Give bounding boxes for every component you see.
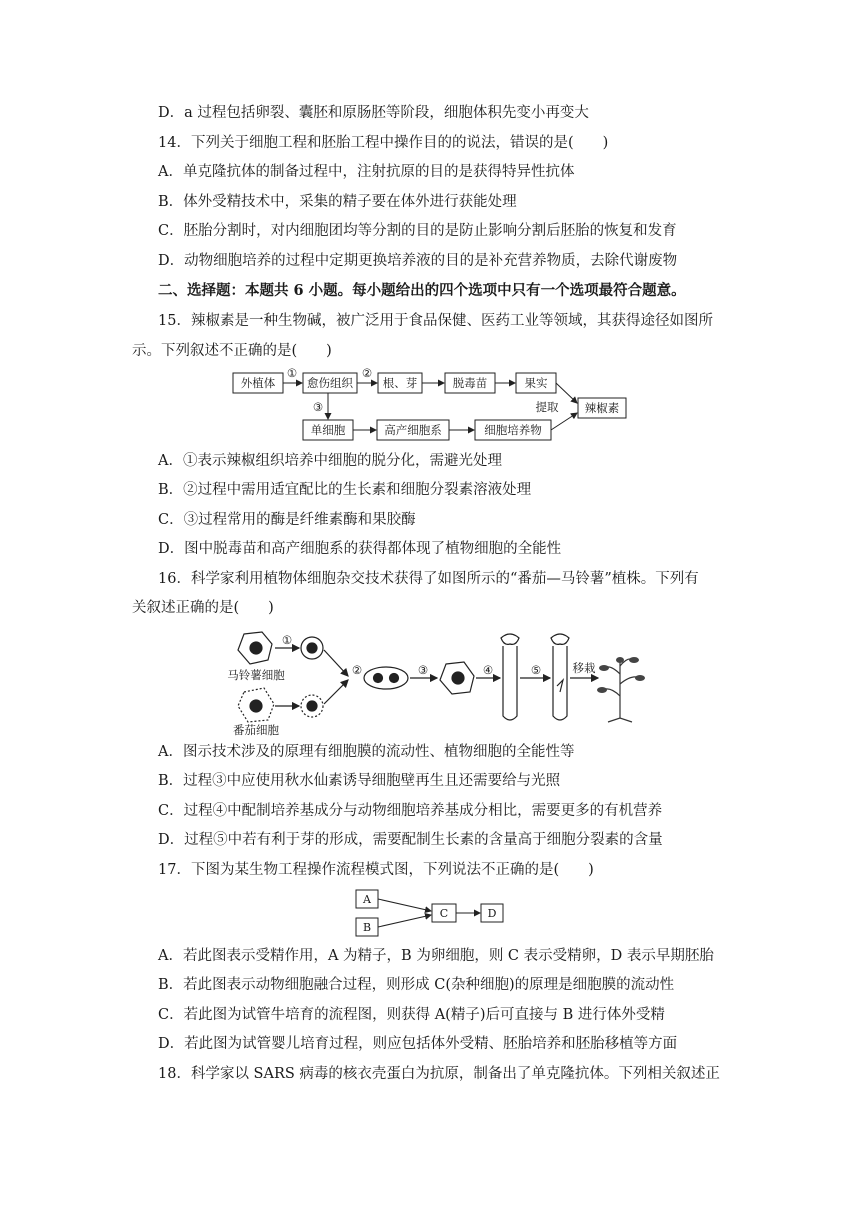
q17-stem: 17．下图为某生物工程操作流程模式图，下列说法不正确的是( ): [158, 862, 594, 878]
q17-option-c: C．若此图为试管牛培育的流程图，则获得 A(精子)后可直接与 B 进行体外受精: [158, 1007, 665, 1023]
label-c: C: [439, 907, 449, 920]
label-step2: ②: [361, 366, 373, 380]
q15-option-a: A．①表示辣椒组织培养中细胞的脱分化，需避光处理: [158, 453, 502, 469]
q16-option-a: A．图示技术涉及的原理有细胞膜的流动性、植物细胞的全能性等: [158, 744, 575, 760]
label-step4: ④: [482, 663, 494, 677]
label-step3: ③: [312, 400, 324, 414]
label-step1: ①: [286, 366, 298, 380]
q16-stem-line1: 16．科学家利用植物体细胞杂交技术获得了如图所示的“番茄—马铃薯”植株。下列有: [158, 571, 699, 587]
q16-stem-line2: 关叙述正确的是( ): [132, 600, 274, 616]
label-virus-free: 脱毒苗: [452, 376, 488, 390]
q15-flow-diagram: [225, 365, 635, 445]
q16-hybridization-diagram: [220, 626, 650, 738]
q17-option-a: A．若此图表示受精作用，A 为精子，B 为卵细胞，则 C 表示受精卵，D 表示早期胚胎: [158, 948, 714, 964]
label-step1: ①: [281, 633, 293, 647]
label-b: B: [362, 921, 372, 934]
label-transplant: 移栽: [572, 661, 596, 675]
plant-leaves: [597, 657, 645, 693]
label-step5: ⑤: [530, 663, 542, 677]
label-a: A: [363, 893, 371, 906]
label-culture: 细胞培养物: [484, 423, 542, 437]
label-single-cell: 单细胞: [310, 423, 346, 437]
label-step2: ②: [351, 663, 363, 677]
fused-cell-icon: [364, 667, 408, 689]
q15-stem-line2: 示。下列叙述不正确的是( ): [132, 343, 332, 359]
q17-option-d: D．若此图为试管婴儿培育过程，则应包括体外受精、胚胎培养和胚胎移植等方面: [158, 1036, 678, 1052]
label-extract: 提取: [535, 400, 559, 414]
q16-option-d: D．过程⑤中若有利于芽的形成，需要配制生长素的含量高于细胞分裂素的含量: [158, 832, 663, 848]
q15-option-b: B．②过程中需用适宜配比的生长素和细胞分裂素溶液处理: [158, 482, 532, 498]
q14-option-b: B．体外受精技术中，采集的精子要在体外进行获能处理: [158, 194, 517, 210]
label-potato-cell: 马铃薯细胞: [227, 668, 285, 682]
q17-option-b: B．若此图表示动物细胞融合过程，则形成 C(杂种细胞)的原理是细胞膜的流动性: [158, 977, 675, 993]
q14-option-a: A．单克隆抗体的制备过程中，注射抗原的目的是获得特异性抗体: [158, 164, 575, 180]
q17-flow-diagram: [350, 886, 510, 940]
q15-stem-line1: 15．辣椒素是一种生物碱，被广泛用于食品保健、医药工业等领域，其获得途径如图所: [158, 313, 713, 329]
q15-option-d: D．图中脱毒苗和高产细胞系的获得都体现了植物细胞的全能性: [158, 541, 562, 557]
q13-option-d: D．a 过程包括卵裂、囊胚和原肠胚等阶段，细胞体积先变小再变大: [158, 105, 589, 121]
label-high-yield: 高产细胞系: [384, 423, 442, 437]
label-fruit: 果实: [524, 376, 548, 390]
q16-option-c: C．过程④中配制培养基成分与动物细胞培养基成分相比，需要更多的有机营养: [158, 803, 663, 819]
q14-option-c: C．胚胎分割时，对内细胞团均等分割的目的是防止影响分割后胚胎的恢复和发育: [158, 223, 677, 239]
section-heading: 二、选择题：本题共 6 小题。每小题给出的四个选项中只有一个选项最符合题意。: [158, 282, 686, 299]
label-callus: 愈伤组织: [307, 376, 353, 390]
label-tomato-cell: 番茄细胞: [233, 723, 279, 737]
label-root-bud: 根、芽: [382, 376, 418, 390]
q16-option-b: B．过程③中应使用秋水仙素诱导细胞壁再生且还需要给与光照: [158, 773, 561, 789]
q18-stem: 18．科学家以 SARS 病毒的核衣壳蛋白为抗原，制备出了单克隆抗体。下列相关叙述正: [158, 1066, 720, 1082]
label-step3: ③: [417, 663, 429, 677]
q15-option-c: C．③过程常用的酶是纤维素酶和果胶酶: [158, 512, 416, 528]
test-tube-callus-icon: [503, 646, 517, 720]
label-explant: 外植体: [240, 376, 276, 390]
q14-option-d: D．动物细胞培养的过程中定期更换培养液的目的是补充营养物质，去除代谢废物: [158, 253, 678, 269]
label-capsaicin: 辣椒素: [584, 401, 620, 415]
q14-stem: 14．下列关于细胞工程和胚胎工程中操作目的的说法，错误的是( ): [158, 135, 609, 151]
label-d: D: [487, 907, 497, 920]
